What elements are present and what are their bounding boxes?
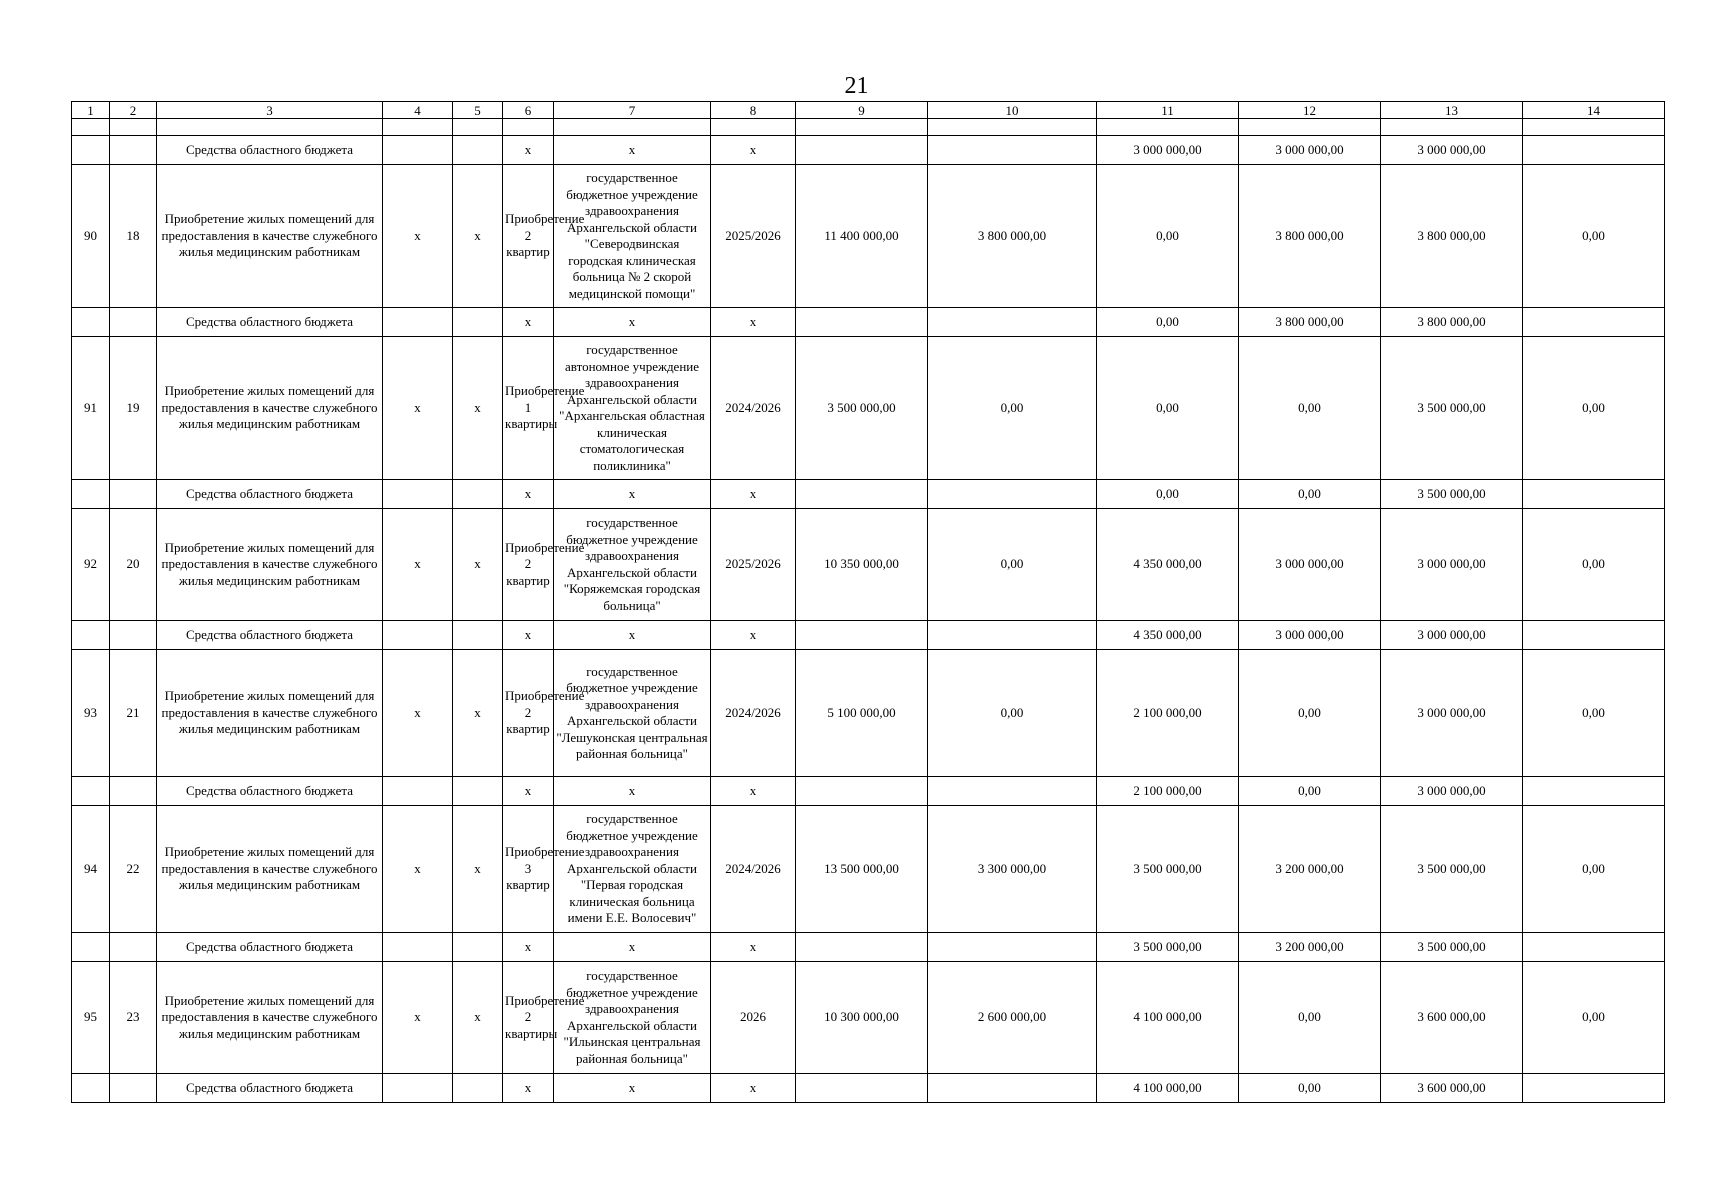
amount-col11: 4 100 000,00 <box>1097 962 1239 1074</box>
amount-col12: 3 200 000,00 <box>1239 806 1381 933</box>
cell-col8: x <box>711 136 796 165</box>
column-header: 14 <box>1523 102 1665 119</box>
amount-col10: 2 600 000,00 <box>928 962 1097 1074</box>
item-number: 22 <box>110 806 157 933</box>
amount-col10: 3 800 000,00 <box>928 165 1097 308</box>
cell-col7: x <box>554 621 711 650</box>
amount-col10: 0,00 <box>928 509 1097 621</box>
amount-col11: 4 350 000,00 <box>1097 509 1239 621</box>
amount-col12: 3 000 000,00 <box>1239 136 1381 165</box>
amount-col14: 0,00 <box>1523 806 1665 933</box>
amount-col11: 2 100 000,00 <box>1097 650 1239 777</box>
project-name: Приобретение жилых помещений для предоставления в качестве служебного жилья медицинским работникам <box>157 962 383 1074</box>
amount-col13: 3 000 000,00 <box>1381 509 1523 621</box>
amount-col12: 0,00 <box>1239 337 1381 480</box>
amount-col12: 0,00 <box>1239 650 1381 777</box>
project-row <box>72 962 1665 1074</box>
empty-cell <box>72 621 110 650</box>
cell-col6: x <box>503 621 554 650</box>
amount-col12: 3 000 000,00 <box>1239 509 1381 621</box>
amount-col12: 0,00 <box>1239 962 1381 1074</box>
project-name: Приобретение жилых помещений для предоставления в качестве служебного жилья медицинским работникам <box>157 509 383 621</box>
amount-col9: 3 500 000,00 <box>796 337 928 480</box>
column-header: 5 <box>453 102 503 119</box>
cell-col8: x <box>711 933 796 962</box>
project-name: Приобретение жилых помещений для предоставления в качестве служебного жилья медицинским работникам <box>157 650 383 777</box>
amount-col10: 3 300 000,00 <box>928 806 1097 933</box>
purchase-description: Приобретение 2 квартир <box>503 165 554 308</box>
empty-cell <box>1523 480 1665 509</box>
amount-col11: 3 500 000,00 <box>1097 806 1239 933</box>
cell-col4: x <box>383 165 453 308</box>
empty-cell <box>383 777 453 806</box>
column-header: 2 <box>110 102 157 119</box>
period: 2025/2026 <box>711 165 796 308</box>
amount-col12: 3 800 000,00 <box>1239 165 1381 308</box>
item-number: 21 <box>110 650 157 777</box>
amount-col13: 3 600 000,00 <box>1381 962 1523 1074</box>
cell-col7: x <box>554 308 711 337</box>
amount-col13: 3 800 000,00 <box>1381 308 1523 337</box>
empty-cell <box>453 308 503 337</box>
funding-source-label: Средства областного бюджета <box>157 777 383 806</box>
cell-col7: x <box>554 777 711 806</box>
amount-col11: 0,00 <box>1097 308 1239 337</box>
period: 2026 <box>711 962 796 1074</box>
amount-col12: 0,00 <box>1239 777 1381 806</box>
purchase-description: Приобретение 3 квартир <box>503 806 554 933</box>
empty-cell <box>383 621 453 650</box>
empty-cell <box>110 1074 157 1103</box>
budget-source-row <box>72 621 1665 650</box>
empty-cell <box>383 480 453 509</box>
period: 2024/2026 <box>711 650 796 777</box>
amount-col11: 0,00 <box>1097 165 1239 308</box>
cell-col6: x <box>503 777 554 806</box>
empty-cell <box>928 480 1097 509</box>
empty-cell <box>72 1074 110 1103</box>
amount-col9: 10 300 000,00 <box>796 962 928 1074</box>
amount-col14: 0,00 <box>1523 509 1665 621</box>
amount-col13: 3 500 000,00 <box>1381 480 1523 509</box>
cell-col4: x <box>383 962 453 1074</box>
empty-cell <box>110 621 157 650</box>
cell-col5: x <box>453 509 503 621</box>
empty-cell <box>796 933 928 962</box>
budget-table <box>71 101 1665 1103</box>
budget-source-row <box>72 308 1665 337</box>
empty-cell <box>928 621 1097 650</box>
column-header: 10 <box>928 102 1097 119</box>
column-header: 9 <box>796 102 928 119</box>
amount-col11: 3 000 000,00 <box>1097 136 1239 165</box>
institution-name: государственное бюджетное учреждение здравоохранения Архангельской области "Лешуконская центральная районная больница" <box>554 650 711 777</box>
project-name: Приобретение жилых помещений для предоставления в качестве служебного жилья медицинским работникам <box>157 165 383 308</box>
budget-source-row <box>72 1074 1665 1103</box>
amount-col13: 3 000 000,00 <box>1381 650 1523 777</box>
empty-cell <box>1523 621 1665 650</box>
empty-cell <box>1523 136 1665 165</box>
row-number: 94 <box>72 806 110 933</box>
column-header: 12 <box>1239 102 1381 119</box>
cell-col7: x <box>554 933 711 962</box>
amount-col11: 2 100 000,00 <box>1097 777 1239 806</box>
funding-source-label: Средства областного бюджета <box>157 933 383 962</box>
item-number: 23 <box>110 962 157 1074</box>
amount-col11: 3 500 000,00 <box>1097 933 1239 962</box>
funding-source-label: Средства областного бюджета <box>157 1074 383 1103</box>
amount-col9: 13 500 000,00 <box>796 806 928 933</box>
empty-cell <box>928 777 1097 806</box>
cell-col4: x <box>383 650 453 777</box>
empty-cell <box>383 308 453 337</box>
item-number: 20 <box>110 509 157 621</box>
project-row <box>72 509 1665 621</box>
empty-cell <box>796 1074 928 1103</box>
cell-col5: x <box>453 337 503 480</box>
cell-col8: x <box>711 308 796 337</box>
amount-col13: 3 500 000,00 <box>1381 806 1523 933</box>
amount-col11: 0,00 <box>1097 337 1239 480</box>
amount-col11: 4 350 000,00 <box>1097 621 1239 650</box>
empty-cell <box>453 1074 503 1103</box>
cell-col7: x <box>554 1074 711 1103</box>
purchase-description: Приобретение 2 квартир <box>503 650 554 777</box>
cell-col5: x <box>453 806 503 933</box>
empty-cell <box>72 136 110 165</box>
amount-col14: 0,00 <box>1523 650 1665 777</box>
column-header: 6 <box>503 102 554 119</box>
column-header: 11 <box>1097 102 1239 119</box>
amount-col11: 0,00 <box>1097 480 1239 509</box>
cell-col6: x <box>503 308 554 337</box>
cell-col5: x <box>453 165 503 308</box>
budget-source-row <box>72 933 1665 962</box>
item-number: 18 <box>110 165 157 308</box>
empty-cell <box>928 308 1097 337</box>
budget-source-row <box>72 480 1665 509</box>
amount-col9: 11 400 000,00 <box>796 165 928 308</box>
cell-col6: x <box>503 480 554 509</box>
cell-col8: x <box>711 480 796 509</box>
item-number: 19 <box>110 337 157 480</box>
empty-cell <box>1523 308 1665 337</box>
cell-col7: x <box>554 136 711 165</box>
purchase-description: Приобретение 2 квартиры <box>503 962 554 1074</box>
empty-cell <box>928 136 1097 165</box>
amount-col12: 3 000 000,00 <box>1239 621 1381 650</box>
amount-col12: 0,00 <box>1239 1074 1381 1103</box>
empty-cell <box>110 480 157 509</box>
empty-cell <box>72 777 110 806</box>
amount-col13: 3 000 000,00 <box>1381 777 1523 806</box>
period: 2025/2026 <box>711 509 796 621</box>
empty-cell <box>110 933 157 962</box>
period: 2024/2026 <box>711 806 796 933</box>
column-number-header-row <box>72 102 1665 119</box>
amount-col13: 3 600 000,00 <box>1381 1074 1523 1103</box>
empty-cell <box>928 933 1097 962</box>
empty-cell <box>383 933 453 962</box>
row-number: 92 <box>72 509 110 621</box>
institution-name: государственное бюджетное учреждение здравоохранения Архангельской области "Ильинская центральная районная больница" <box>554 962 711 1074</box>
empty-cell <box>72 308 110 337</box>
project-row <box>72 337 1665 480</box>
empty-cell <box>453 777 503 806</box>
cell-col6: x <box>503 1074 554 1103</box>
institution-name: государственное автономное учреждение здравоохранения Архангельской области "Архангельская областная клиническая стоматологическая поликлиника" <box>554 337 711 480</box>
row-number: 91 <box>72 337 110 480</box>
cell-col5: x <box>453 962 503 1074</box>
column-header: 8 <box>711 102 796 119</box>
institution-name: государственное бюджетное учреждение здравоохранения Архангельской области "Коряжемская городская больница" <box>554 509 711 621</box>
funding-source-label: Средства областного бюджета <box>157 480 383 509</box>
project-name: Приобретение жилых помещений для предоставления в качестве служебного жилья медицинским работникам <box>157 337 383 480</box>
empty-cell <box>383 136 453 165</box>
project-row <box>72 165 1665 308</box>
empty-cell <box>1523 1074 1665 1103</box>
empty-cell <box>1523 777 1665 806</box>
cell-col8: x <box>711 777 796 806</box>
amount-col13: 3 000 000,00 <box>1381 136 1523 165</box>
empty-cell <box>110 308 157 337</box>
cell-col6: x <box>503 933 554 962</box>
page-number: 21 <box>844 73 869 99</box>
empty-cell <box>453 136 503 165</box>
empty-cell <box>453 621 503 650</box>
amount-col9: 5 100 000,00 <box>796 650 928 777</box>
budget-source-row <box>72 777 1665 806</box>
project-name: Приобретение жилых помещений для предоставления в качестве служебного жилья медицинским работникам <box>157 806 383 933</box>
amount-col14: 0,00 <box>1523 962 1665 1074</box>
empty-cell <box>796 777 928 806</box>
amount-col13: 3 500 000,00 <box>1381 933 1523 962</box>
cell-col4: x <box>383 337 453 480</box>
period: 2024/2026 <box>711 337 796 480</box>
empty-cell <box>453 933 503 962</box>
cell-col5: x <box>453 650 503 777</box>
institution-name: государственное бюджетное учреждение здравоохранения Архангельской области "Первая городская клиническая больница имени Е.Е. Волосевич" <box>554 806 711 933</box>
column-header: 13 <box>1381 102 1523 119</box>
amount-col13: 3 800 000,00 <box>1381 165 1523 308</box>
empty-cell <box>110 777 157 806</box>
budget-source-row <box>72 136 1665 165</box>
purchase-description: Приобретение 2 квартир <box>503 509 554 621</box>
column-header: 1 <box>72 102 110 119</box>
column-header: 4 <box>383 102 453 119</box>
funding-source-label: Средства областного бюджета <box>157 308 383 337</box>
row-number: 93 <box>72 650 110 777</box>
amount-col14: 0,00 <box>1523 337 1665 480</box>
cell-col8: x <box>711 621 796 650</box>
amount-col13: 3 500 000,00 <box>1381 337 1523 480</box>
empty-cell <box>72 933 110 962</box>
funding-source-label: Средства областного бюджета <box>157 136 383 165</box>
amount-col9: 10 350 000,00 <box>796 509 928 621</box>
empty-cell <box>453 480 503 509</box>
empty-cell <box>796 480 928 509</box>
empty-cell <box>796 621 928 650</box>
institution-name: государственное бюджетное учреждение здравоохранения Архангельской области "Северодвинская городская клиническая больница № 2 скорой медицинской помощи" <box>554 165 711 308</box>
cell-col6: x <box>503 136 554 165</box>
blank-row <box>72 119 1665 136</box>
empty-cell <box>383 1074 453 1103</box>
amount-col14: 0,00 <box>1523 165 1665 308</box>
amount-col12: 0,00 <box>1239 480 1381 509</box>
amount-col12: 3 800 000,00 <box>1239 308 1381 337</box>
column-header: 3 <box>157 102 383 119</box>
project-row <box>72 806 1665 933</box>
cell-col4: x <box>383 509 453 621</box>
empty-cell <box>72 480 110 509</box>
amount-col11: 4 100 000,00 <box>1097 1074 1239 1103</box>
amount-col10: 0,00 <box>928 650 1097 777</box>
cell-col8: x <box>711 1074 796 1103</box>
amount-col10: 0,00 <box>928 337 1097 480</box>
empty-cell <box>796 308 928 337</box>
amount-col12: 3 200 000,00 <box>1239 933 1381 962</box>
amount-col13: 3 000 000,00 <box>1381 621 1523 650</box>
cell-col7: x <box>554 480 711 509</box>
cell-col4: x <box>383 806 453 933</box>
empty-cell <box>110 136 157 165</box>
purchase-description: Приобретение 1 квартиры <box>503 337 554 480</box>
row-number: 90 <box>72 165 110 308</box>
empty-cell <box>928 1074 1097 1103</box>
empty-cell <box>1523 933 1665 962</box>
row-number: 95 <box>72 962 110 1074</box>
empty-cell <box>796 136 928 165</box>
project-row <box>72 650 1665 777</box>
column-header: 7 <box>554 102 711 119</box>
funding-source-label: Средства областного бюджета <box>157 621 383 650</box>
